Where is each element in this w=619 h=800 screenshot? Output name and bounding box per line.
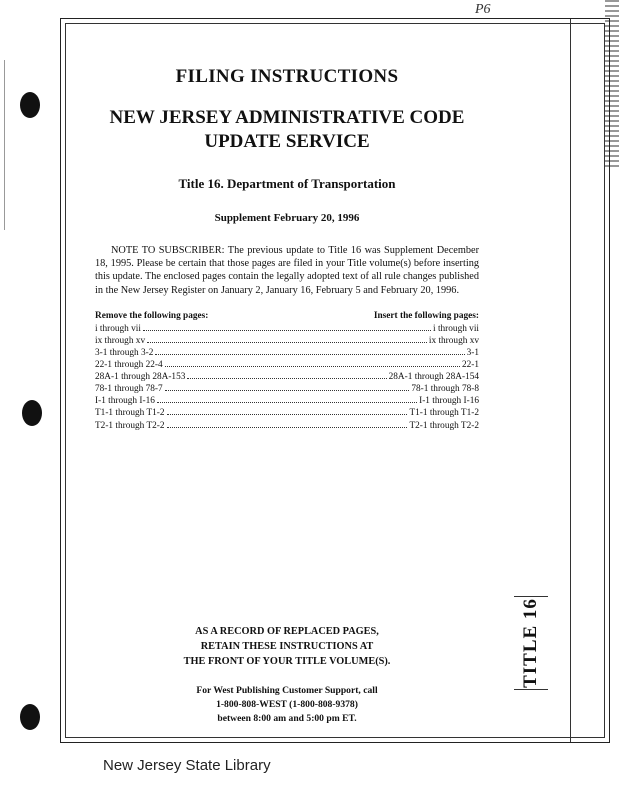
leader-dots <box>187 378 386 379</box>
remove-pages: 3-1 through 3-2 <box>95 348 154 358</box>
remove-pages: 28A-1 through 28A-153 <box>95 372 186 383</box>
title-department: Title 16. Department of Transportation <box>178 176 396 191</box>
leader-dots <box>165 366 460 367</box>
insert-pages: T1-1 through T1-2 <box>409 408 479 419</box>
handwritten-mark: P6 <box>475 2 491 17</box>
insert-header: Insert the following pages: <box>373 310 479 321</box>
code-title-line2: UPDATE SERVICE <box>204 131 370 152</box>
title-tab-label: TITLE 16 <box>520 598 541 688</box>
list-item <box>95 335 479 347</box>
pages-list-header <box>95 311 479 321</box>
remove-header: Remove the following pages: <box>95 310 209 321</box>
remove-pages: ix through xv <box>95 335 146 346</box>
insert-pages: 78-1 through 78-8 <box>411 384 479 395</box>
scan-left-rule <box>4 60 5 230</box>
support-phone: 1-800-808-WEST (1-800-808-9378) <box>216 699 358 710</box>
insert-pages: T2-1 through T2-2 <box>409 420 479 431</box>
customer-support <box>95 684 479 726</box>
leader-dots <box>167 427 408 428</box>
list-item <box>95 420 479 432</box>
insert-pages: 3-1 <box>466 348 479 358</box>
code-title <box>95 106 479 154</box>
leader-dots <box>143 330 431 331</box>
leader-dots <box>155 354 464 355</box>
record-line: THE FRONT OF YOUR TITLE VOLUME(S). <box>183 656 391 667</box>
record-line: AS A RECORD OF REPLACED PAGES, <box>195 626 379 637</box>
leader-dots <box>157 402 417 403</box>
insert-pages: 22-1 <box>461 360 479 371</box>
library-caption: New Jersey State Library <box>103 757 271 774</box>
list-item <box>95 383 479 395</box>
leader-dots <box>167 414 408 415</box>
page-title: FILING INSTRUCTIONS <box>175 66 399 87</box>
remove-pages: i through vii <box>95 323 141 334</box>
supplement-date: Supplement February 20, 1996 <box>214 212 360 224</box>
remove-pages: 78-1 through 78-7 <box>95 384 163 395</box>
leader-dots <box>147 342 427 343</box>
filing-instructions <box>95 58 479 432</box>
list-item <box>95 371 479 383</box>
list-item <box>95 395 479 407</box>
insert-pages: i through vii <box>433 323 479 334</box>
list-item <box>95 323 479 335</box>
remove-pages: T1-1 through T1-2 <box>95 408 165 419</box>
pages-list <box>95 323 479 432</box>
record-notice <box>95 624 479 669</box>
subscriber-note: NOTE TO SUBSCRIBER: The previous update to Title 16 was Supplement December 18, 1995. Please be certain that those pages are filed in your Title volume(s) before inserting this update. The enclosed pages contain the legally adopted text of all rule changes published in the New Jersey Register on January 2, January 16, February 5 and February 20, 1996. <box>95 245 479 296</box>
support-hours: between 8:00 am and 5:00 pm ET. <box>217 713 357 724</box>
remove-pages: 22-1 through 22-4 <box>95 360 163 371</box>
list-item <box>95 359 479 371</box>
insert-pages: 28A-1 through 28A-154 <box>388 372 479 383</box>
remove-pages: I-1 through I-16 <box>95 396 155 407</box>
insert-pages: I-1 through I-16 <box>419 396 479 407</box>
leader-dots <box>165 390 410 391</box>
record-line: RETAIN THESE INSTRUCTIONS AT <box>200 641 374 652</box>
title-tab <box>514 596 548 690</box>
code-title-line1: NEW JERSEY ADMINISTRATIVE CODE <box>109 107 465 128</box>
punch-hole <box>20 92 40 118</box>
list-item <box>95 407 479 419</box>
insert-pages: ix through xv <box>428 335 479 346</box>
remove-pages: T2-1 through T2-2 <box>95 420 165 431</box>
support-line: For West Publishing Customer Support, call <box>196 685 378 696</box>
punch-hole <box>22 400 42 426</box>
list-item <box>95 347 479 359</box>
punch-hole <box>20 704 40 730</box>
tab-strip-line <box>570 19 571 742</box>
